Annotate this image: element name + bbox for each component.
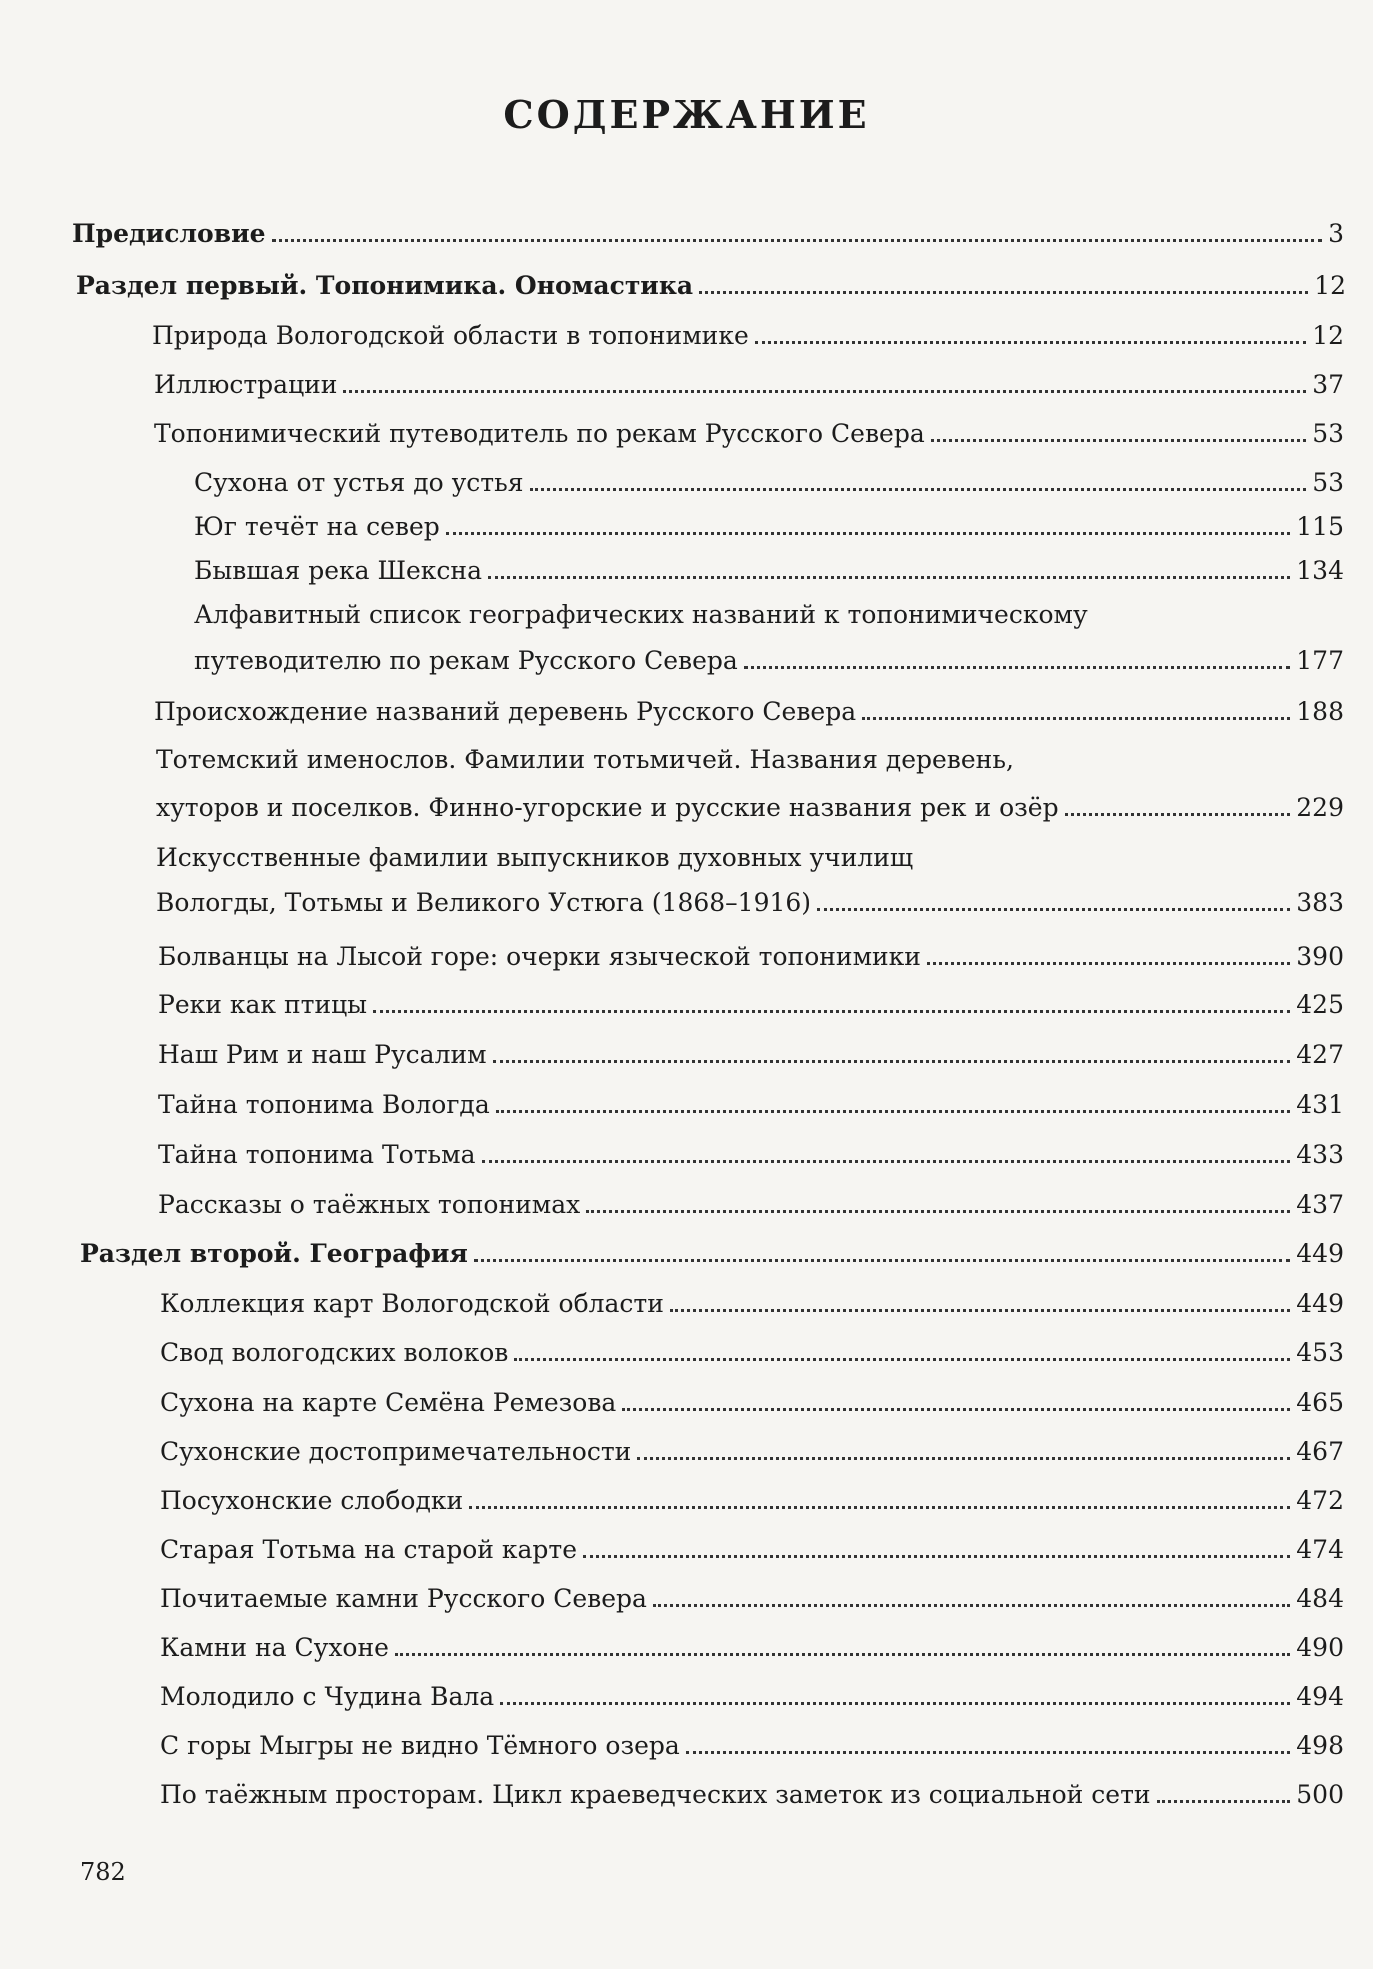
toc-entry-page: 383 xyxy=(1296,888,1344,917)
dot-leader xyxy=(1065,813,1291,816)
toc-entry-title: Наш Рим и наш Русалим xyxy=(158,1040,487,1069)
toc-entry[interactable] xyxy=(154,697,1344,727)
toc-entry[interactable] xyxy=(160,1731,1344,1761)
toc-entry[interactable] xyxy=(160,1486,1344,1516)
toc-entry-page: 427 xyxy=(1296,1040,1344,1069)
page-number: 782 xyxy=(80,1858,126,1886)
toc-entry-title: Свод вологодских волоков xyxy=(160,1338,509,1367)
dot-leader xyxy=(496,1110,1291,1113)
toc-entry-page: 437 xyxy=(1296,1190,1344,1219)
toc-entry-page: 498 xyxy=(1296,1731,1344,1760)
toc-entry[interactable] xyxy=(158,1090,1344,1120)
toc-entry-page: 229 xyxy=(1296,793,1344,822)
toc-entry-title: Почитаемые камни Русского Севера xyxy=(160,1584,647,1613)
toc-entry-title: путеводителю по рекам Русского Севера xyxy=(194,646,738,675)
toc-entry-title: Сухона от устья до устья xyxy=(194,468,524,497)
toc-entry-page: 390 xyxy=(1296,942,1344,971)
toc-entry-title: Сухонские достопримечательности xyxy=(160,1437,632,1466)
toc-entry-title: Сухона на карте Семёна Ремезова xyxy=(160,1388,617,1417)
toc-entry-title: Происхождение названий деревень Русского Севера xyxy=(154,697,857,726)
dot-leader xyxy=(474,1259,1290,1262)
dot-leader xyxy=(469,1506,1290,1509)
dot-leader xyxy=(755,341,1306,344)
toc-entry-page: 453 xyxy=(1296,1338,1344,1367)
toc-entry[interactable] xyxy=(160,1535,1344,1565)
toc-entry[interactable] xyxy=(194,512,1344,542)
toc-entry-page: 472 xyxy=(1296,1486,1344,1515)
toc-section-heading[interactable] xyxy=(72,219,1344,249)
toc-entry-page: 449 xyxy=(1296,1239,1344,1268)
dot-leader xyxy=(744,666,1290,669)
toc-entry-page: 12 xyxy=(1314,271,1346,300)
toc-entry[interactable] xyxy=(160,1289,1344,1319)
toc-entry-page: 490 xyxy=(1296,1633,1344,1662)
toc-entry[interactable] xyxy=(158,942,1344,972)
toc-entry[interactable] xyxy=(158,1190,1344,1220)
dot-leader xyxy=(586,1210,1290,1213)
toc-entry[interactable] xyxy=(194,556,1344,586)
toc-entry[interactable] xyxy=(160,1682,1344,1712)
toc-entry-title: Вологды, Тотьмы и Великого Устюга (1868–1916) xyxy=(156,888,812,917)
toc-entry-title: Тайна топонима Тотьма xyxy=(158,1140,476,1169)
toc-entry-title: хуторов и поселков. Финно-угорские и русские названия рек и озёр xyxy=(156,793,1059,822)
dot-leader xyxy=(931,439,1306,442)
dot-leader xyxy=(1157,1800,1291,1803)
dot-leader xyxy=(637,1457,1290,1460)
toc-entry-page: 500 xyxy=(1296,1780,1344,1809)
toc-entry-title: Бывшая река Шексна xyxy=(194,556,483,585)
toc-entry[interactable] xyxy=(160,1388,1344,1418)
toc-entry-line1: Искусственные фамилии выпускников духовных училищ xyxy=(156,843,914,872)
toc-entry[interactable] xyxy=(158,1140,1344,1170)
toc-entry[interactable] xyxy=(160,1437,1344,1467)
toc-entry[interactable] xyxy=(154,370,1344,400)
toc-entry-page: 134 xyxy=(1296,556,1344,585)
dot-leader xyxy=(817,908,1290,911)
dot-leader xyxy=(446,532,1290,535)
toc-entry[interactable] xyxy=(158,990,1344,1020)
toc-entry-page: 465 xyxy=(1296,1388,1344,1417)
toc-entry-page: 12 xyxy=(1312,321,1344,350)
toc-entry-title: Посухонские слободки xyxy=(160,1486,464,1515)
toc-entry-title: Рассказы о таёжных топонимах xyxy=(158,1190,581,1219)
toc-entry-page: 494 xyxy=(1296,1682,1344,1711)
toc-entry-page: 467 xyxy=(1296,1437,1344,1466)
page-title: СОДЕРЖАНИЕ xyxy=(503,92,870,137)
toc-entry[interactable] xyxy=(160,1633,1344,1663)
toc-entry-title: Реки как птицы xyxy=(158,990,368,1019)
toc-entry-line1: Алфавитный список географических названий к топонимическому xyxy=(194,600,1088,629)
toc-entry-title: Старая Тотьма на старой карте xyxy=(160,1535,578,1564)
toc-section-heading[interactable] xyxy=(80,1239,1344,1269)
dot-leader xyxy=(500,1702,1290,1705)
toc-entry[interactable] xyxy=(194,646,1344,676)
toc-entry-title: Коллекция карт Вологодской области xyxy=(160,1289,664,1318)
toc-entry[interactable] xyxy=(160,1780,1344,1810)
toc-entry-page: 474 xyxy=(1296,1535,1344,1564)
dot-leader xyxy=(699,291,1308,294)
toc-entry-title: С горы Мыгры не видно Тёмного озера xyxy=(160,1731,680,1760)
toc-section-heading[interactable] xyxy=(76,271,1346,301)
toc-entry-page: 188 xyxy=(1296,697,1344,726)
dot-leader xyxy=(514,1358,1290,1361)
toc-entry-page: 37 xyxy=(1312,370,1344,399)
toc-entry-page: 115 xyxy=(1296,512,1344,541)
toc-entry-title: Камни на Сухоне xyxy=(160,1633,389,1662)
dot-leader xyxy=(395,1653,1290,1656)
dot-leader xyxy=(686,1751,1290,1754)
dot-leader xyxy=(927,962,1290,965)
toc-entry[interactable] xyxy=(152,321,1344,351)
dot-leader xyxy=(583,1555,1290,1558)
dot-leader xyxy=(343,390,1306,393)
toc-entry-title: Болванцы на Лысой горе: очерки языческой топонимики xyxy=(158,942,921,971)
toc-entry-title: Молодило с Чудина Вала xyxy=(160,1682,495,1711)
toc-entry-page: 3 xyxy=(1328,219,1344,248)
dot-leader xyxy=(488,576,1290,579)
toc-entry[interactable] xyxy=(194,468,1344,498)
toc-entry-title: Юг течёт на север xyxy=(194,512,440,541)
dot-leader xyxy=(622,1408,1290,1411)
toc-entry-line1: Тотемский именослов. Фамилии тотьмичей. Названия деревень, xyxy=(156,745,1014,774)
toc-entry-page: 484 xyxy=(1296,1584,1344,1613)
toc-entry-title: Предисловие xyxy=(72,219,266,248)
dot-leader xyxy=(493,1060,1291,1063)
toc-entry[interactable] xyxy=(158,1040,1344,1070)
toc-entry-title: Раздел второй. География xyxy=(80,1239,468,1268)
dot-leader xyxy=(530,488,1307,491)
toc-entry-page: 449 xyxy=(1296,1289,1344,1318)
toc-entry-page: 177 xyxy=(1296,646,1344,675)
toc-entry-title: Природа Вологодской области в топонимике xyxy=(152,321,749,350)
toc-entry-page: 425 xyxy=(1296,990,1344,1019)
dot-leader xyxy=(482,1160,1291,1163)
toc-entry-page: 433 xyxy=(1296,1140,1344,1169)
toc-entry-title: Тайна топонима Вологда xyxy=(158,1090,490,1119)
toc-entry-title: Раздел первый. Топонимика. Ономастика xyxy=(76,271,694,300)
dot-leader xyxy=(373,1010,1290,1013)
toc-entry-page: 53 xyxy=(1312,419,1344,448)
toc-entry[interactable] xyxy=(154,419,1344,449)
toc-entry-title: Иллюстрации xyxy=(154,370,338,399)
dot-leader xyxy=(653,1604,1290,1607)
toc-entry-page: 53 xyxy=(1312,468,1344,497)
toc-entry[interactable] xyxy=(160,1584,1344,1614)
dot-leader xyxy=(862,717,1290,720)
toc-entry-title: По таёжным просторам. Цикл краеведческих заметок из социальной сети xyxy=(160,1780,1151,1809)
toc-entry[interactable] xyxy=(160,1338,1344,1368)
toc-entry-title: Топонимический путеводитель по рекам Русского Севера xyxy=(154,419,925,448)
toc-entry[interactable] xyxy=(156,793,1344,823)
toc-entry[interactable] xyxy=(156,888,1344,918)
toc-entry-page: 431 xyxy=(1296,1090,1344,1119)
dot-leader xyxy=(272,239,1323,242)
dot-leader xyxy=(670,1309,1290,1312)
